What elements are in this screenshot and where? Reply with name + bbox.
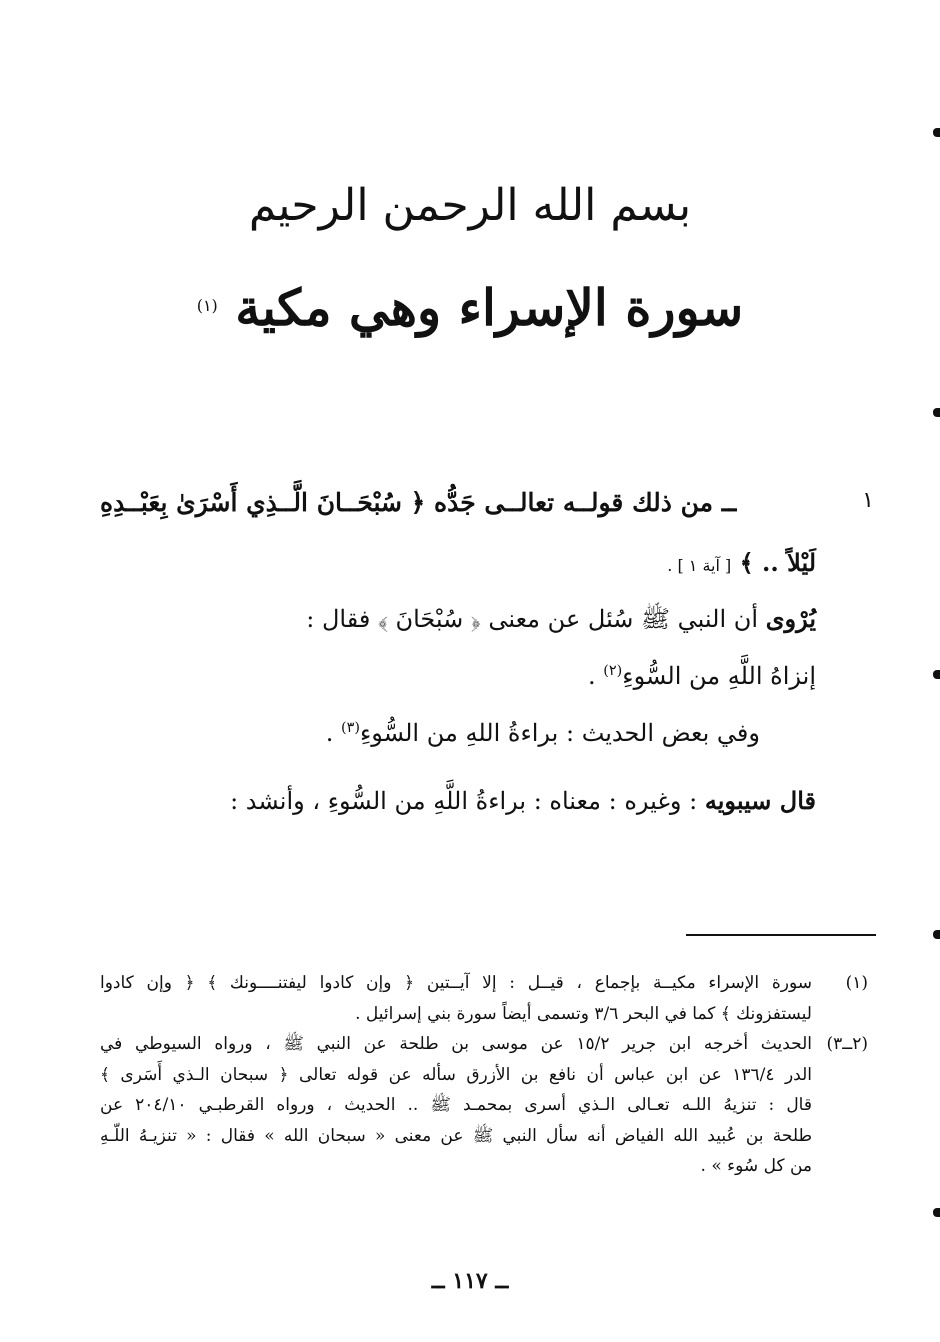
sura-title (0, 278, 940, 337)
page-edge-mark (933, 930, 940, 939)
footnote-separator (686, 934, 876, 936)
paragraph-3-text: وفي بعض الحديث : براءةُ اللهِ من السُّوءِ (360, 719, 760, 747)
footnote-line: الدر ١٣٦/٤ عن ابن عباس أن نافع بن الأزرق سأله عن قوله تعالى ﴿ سبحان الـذي أَسَرى ﴾ (100, 1064, 812, 1085)
footnotes (100, 968, 868, 1182)
page-edge-mark (933, 128, 940, 137)
footnote-line: من كل سُوء » . (700, 1156, 812, 1176)
sura-title-footnote-ref: (١) (196, 296, 218, 315)
paragraph-1-text: ــ من ذلك قولــه تعالــى جَدُّه ﴿ سُبْحَــانَ الَّــذِي أَسْرَىٰ بِعَبْــدِهِ (100, 488, 737, 517)
footnote-2-3 (100, 1029, 868, 1182)
verse-reference: [ آية ١ ] . (667, 556, 732, 575)
paragraph-3 (100, 719, 760, 747)
page-edge-mark (933, 1208, 940, 1217)
sura-title-text: سورة الإسراء وهي مكية (235, 278, 744, 337)
basmala-calligraphy: بسم الله الرحمن الرحيم (248, 180, 692, 231)
paragraph-number: ١ (862, 488, 874, 513)
footnote-label: (٢ــ٣) (826, 1034, 868, 1054)
page-edge-mark (933, 670, 940, 679)
footnote-label: (١) (845, 973, 868, 993)
footnote-ref-3: (٣) (341, 720, 361, 736)
paragraph-2-line-2 (100, 662, 816, 690)
paragraph-2-lead: يُرْوى (765, 604, 816, 633)
paragraph-2-text: أن النبي ﷺ سُئل عن معنى ﴿ سُبْحَانَ ﴾ فقال : (306, 605, 759, 633)
footnote-line: الحديث أخرجه ابن جرير ١٥/٢ عن موسى بن طلحة عن النبي ﷺ ، ورواه السيوطي في (100, 1034, 812, 1054)
quran-verse-end: لَيْلاً .. ﴾ (739, 548, 816, 577)
footnote-line: ليستفزونك ﴾ كما في البحر ٣/٦ وتسمى أيضاً سورة بني إسرائيل . (355, 1003, 812, 1024)
footnote-ref-2: (٢) (603, 663, 623, 679)
paragraph-1-line-2 (100, 548, 816, 577)
page-edge-mark (933, 408, 940, 417)
paragraph-4-text: : وغيره : معناه : براءةُ اللَّهِ من السُّوءِ ، وأنشد : (230, 787, 698, 815)
paragraph-2-line-1 (100, 604, 816, 639)
footnote-1 (100, 968, 868, 1029)
period: . (588, 662, 596, 690)
paragraph-2-text-cont: إنزاهُ اللَّهِ من السُّوءِ (622, 662, 816, 690)
paragraph-4 (100, 786, 816, 815)
footnote-line: قال : تنزيهُ اللـه تعـالى الـذي أسرى بمحمـد ﷺ .. الحديث ، ورواه القرطبـي ٢٠٤/١٠ عن (100, 1095, 812, 1115)
footnote-line: سورة الإسراء مكيــة بإجماع ، قيــل : إلا آيــتين ﴿ وإن كادوا ليفتنــــونك ﴾ ﴿ وإن كادوا (100, 973, 812, 993)
paragraph-4-lead: قال سيبويه (704, 786, 816, 815)
period: . (325, 719, 334, 747)
footnote-line: طلحة بن عُبيد الله الفياض أنه سأل النبي ﷺ عن معنى « سبحان الله » فقال : « تنزيـهُ اللّـهِ (100, 1125, 812, 1146)
page-number: ــ ١١٧ ــ (431, 1268, 509, 1294)
